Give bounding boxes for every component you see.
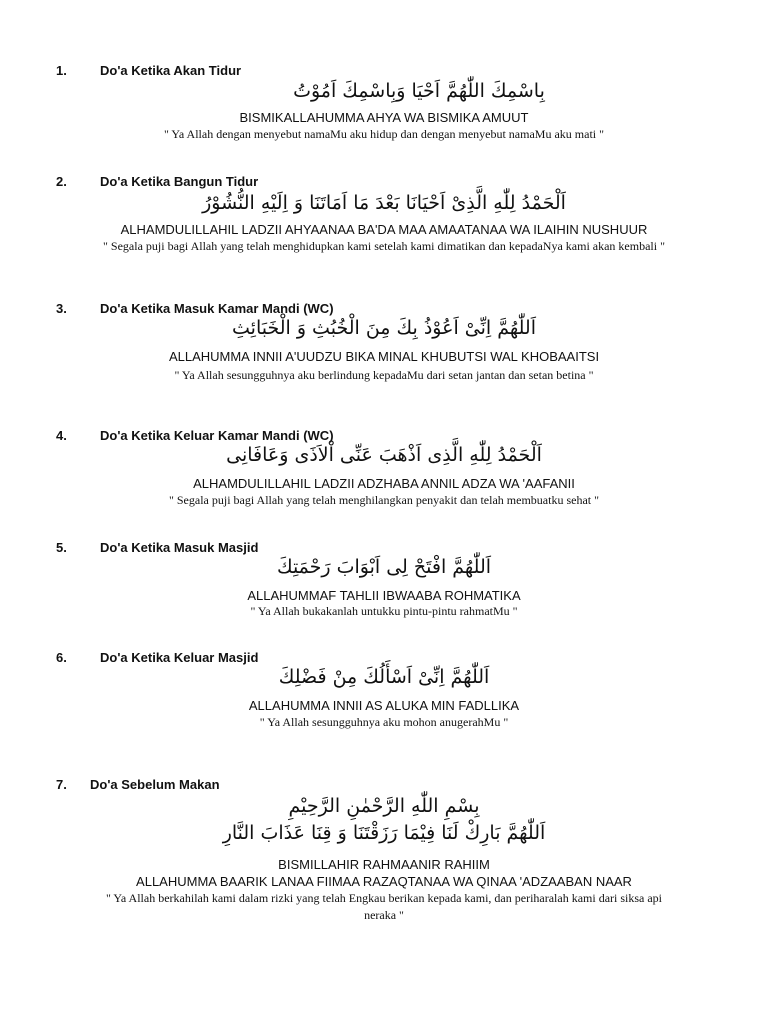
doa-arabic-text: اَلْحَمْدُ لِلّٰهِ الَّذِى اَذْهَبَ عَنِّى اْلاَذَى وَعَافَانِى: [226, 444, 542, 466]
doa-title: Do'a Ketika Masuk Kamar Mandi (WC): [100, 301, 334, 316]
doa-arabic-text: بِاسْمِكَ اللّٰهُمَّ اَحْيَا وَبِاسْمِكَ اَمُوْتُ: [293, 80, 545, 102]
doa-arabic-text: اَلْحَمْدُ لِلّٰهِ الَّذِىْ اَحْيَانَا بَعْدَ مَا اَمَاتَنَا وَ اِلَيْهِ النُّشُوْرُ: [202, 192, 566, 214]
doa-latin-transliteration: ALLAHUMMAF TAHLII IBWAABA ROHMATIKA: [247, 588, 521, 603]
doa-latin-transliteration: ALHAMDULILLAHIL LADZII AHYAANAA BA'DA MAA AMAATANAA WA ILAIHIN NUSHUUR: [120, 222, 648, 237]
doa-meaning: " Ya Allah sesungguhnya aku berlindung kepadaMu dari setan jantan dan setan betina ": [174, 368, 594, 382]
doa-latin-transliteration: ALLAHUMMA INNII A'UUDZU BIKA MINAL KHUBUTSI WAL KHOBAAITSI: [168, 349, 600, 364]
doa-meaning: " Ya Allah bukakanlah untukku pintu-pintu rahmatMu ": [250, 604, 518, 618]
doa-arabic-text: اَللّٰهُمَّ اِنِّىْ اَعُوْذُ بِكَ مِنَ الْخُبُثِ وَ الْخَبَائِثِ: [232, 317, 536, 339]
doa-title: Do'a Ketika Akan Tidur: [100, 63, 242, 78]
doa-number: 6.: [56, 650, 67, 665]
doa-number: 3.: [56, 301, 67, 316]
doa-arabic-text: بِسْمِ اللّٰهِ الرَّحْمٰنِ الرَّحِيْمِ: [288, 795, 480, 817]
doa-title: Do'a Ketika Keluar Masjid: [100, 650, 259, 665]
doa-number: 5.: [56, 540, 67, 555]
doa-title: Do'a Sebelum Makan: [90, 777, 220, 792]
doa-meaning: " Ya Allah berkahilah kami dalam rizki yang telah Engkau berikan kepada kami, dan periharalah kami dari siksa api neraka ": [105, 891, 663, 922]
doa-number: 4.: [56, 428, 67, 443]
doa-title: Do'a Ketika Bangun Tidur: [100, 174, 259, 189]
doa-meaning: " Ya Allah sesungguhnya aku mohon anugerahMu ": [259, 715, 509, 729]
doa-arabic-text: اَللّٰهُمَّ بَارِكْ لَنَا فِيْمَا رَزَقْتَنَا وَ قِنَا عَذَابَ النَّارِ: [222, 822, 546, 844]
doa-title: Do'a Ketika Masuk Masjid: [100, 540, 259, 555]
doa-arabic-text: اَللّٰهُمَّ اِنِّىْ اَسْأَلُكَ مِنْ فَضْلِكَ: [278, 666, 490, 688]
doa-meaning: " Ya Allah dengan menyebut namaMu aku hidup dan dengan menyebut namaMu aku mati ": [163, 127, 605, 141]
doa-meaning: " Segala puji bagi Allah yang telah menghilangkan penyakit dan telah membuatku sehat ": [168, 493, 599, 507]
doa-title: Do'a Ketika Keluar Kamar Mandi (WC): [100, 428, 334, 443]
doa-latin-transliteration: ALLAHUMMA BAARIK LANAA FIIMAA RAZAQTANAA WA QINAA 'ADZAABAN NAAR: [136, 874, 632, 889]
doa-arabic-text: اَللّٰهُمَّ افْتَحْ لِى اَبْوَابَ رَحْمَتِكَ: [276, 556, 492, 578]
doa-latin-transliteration: ALHAMDULILLAHIL LADZII ADZHABA ANNIL ADZA WA 'AAFANII: [193, 476, 575, 491]
doa-latin-transliteration: ALLAHUMMA INNII AS ALUKA MIN FADLLIKA: [248, 698, 520, 713]
doa-latin-transliteration: BISMIKALLAHUMMA AHYA WA BISMIKA AMUUT: [239, 110, 529, 125]
doa-number: 7.: [56, 777, 67, 792]
doa-number: 1.: [56, 63, 67, 78]
doa-latin-transliteration: BISMILLAHIR RAHMAANIR RAHIIM: [278, 857, 490, 872]
doa-meaning: " Segala puji bagi Allah yang telah menghidupkan kami setelah kami dimatikan dan kepadaNya kami akan kembali ": [103, 239, 665, 253]
doa-number: 2.: [56, 174, 67, 189]
